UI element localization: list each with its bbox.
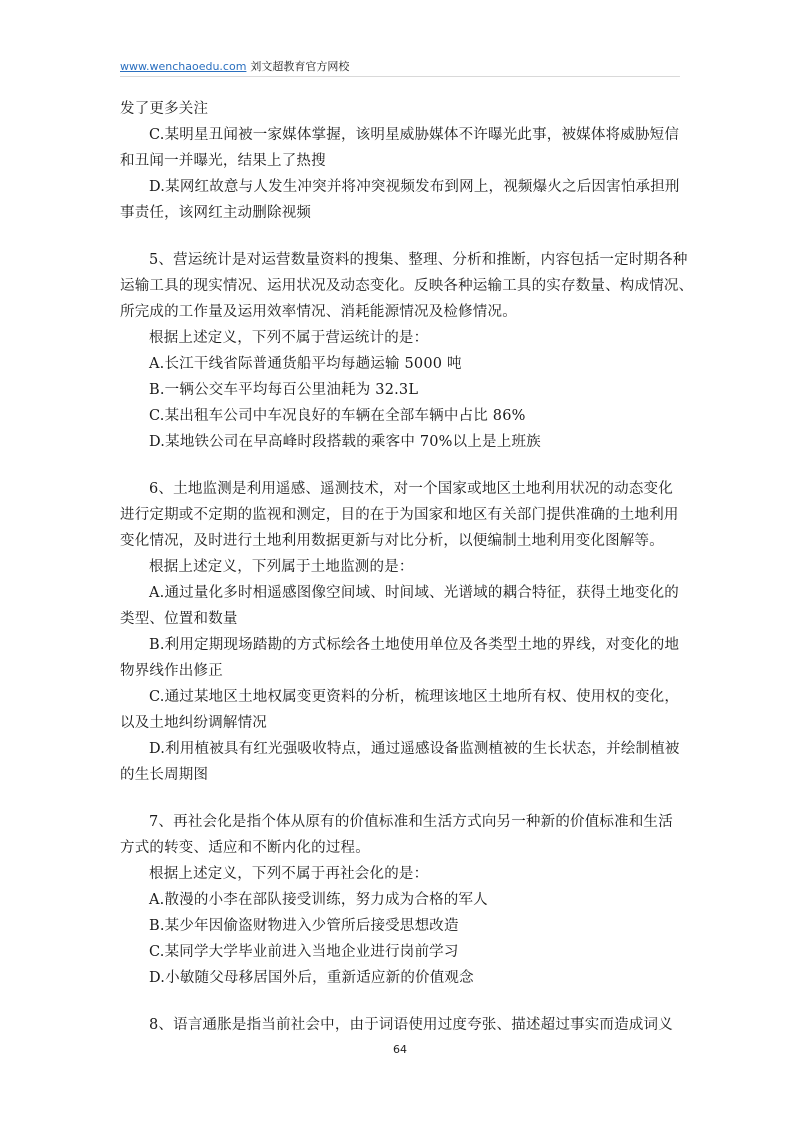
- question-block: [120, 1012, 682, 1038]
- paragraph-gap: [120, 226, 682, 247]
- question-block: [120, 96, 682, 226]
- text-line: 和丑闻一并曝光，结果上了热搜: [120, 153, 326, 169]
- text-line: 根据上述定义，下列属于土地监测的是：: [149, 559, 414, 575]
- text-line: C.某明星丑闻被一家媒体掌握，该明星威胁媒体不许曝光此事，被媒体将威胁短信: [149, 127, 680, 143]
- text-line: 5、营运统计是对运营数量资料的搜集、整理、分析和推断，内容包括一定时期各种: [149, 252, 688, 268]
- text-line: D.某地铁公司在早高峰时段搭载的乘客中 70%以上是上班族: [149, 434, 541, 450]
- text-line: 根据上述定义，下列不属于再社会化的是：: [149, 866, 429, 882]
- paragraph-gap: [120, 455, 682, 476]
- question-block: [120, 247, 694, 455]
- text-line: 方式的转变、适应和不断内化的过程。: [120, 840, 370, 856]
- text-line: 进行定期或不定期的监视和测定，目的在于为国家和地区有关部门提供准确的土地利用: [120, 507, 679, 523]
- text-line: B.利用定期现场踏勘的方式标绘各土地使用单位及各类型土地的界线，对变化的地: [149, 637, 680, 653]
- text-line: 变化情况，及时进行土地利用数据更新与对比分析，以便编制土地利用变化图解等。: [120, 533, 664, 549]
- text-line: 运输工具的现实情况、运用状况及动态变化。反映各种运输工具的实存数量、构成情况、: [120, 278, 694, 294]
- text-line: 以及土地纠纷调解情况: [120, 715, 267, 731]
- text-line: 8、语言通胀是指当前社会中，由于词语使用过度夸张、描述超过事实而造成词义: [149, 1017, 673, 1033]
- text-line: B.某少年因偷盗财物进入少管所后接受思想改造: [149, 918, 459, 934]
- text-line: D.利用植被具有红光强吸收特点，通过遥感设备监测植被的生长状态，并绘制植被: [149, 741, 680, 757]
- text-line: C.某出租车公司中车况良好的车辆在全部车辆中占比 86%: [149, 408, 526, 424]
- text-line: 6、土地监测是利用遥感、遥测技术，对一个国家或地区土地利用状况的动态变化: [149, 481, 673, 497]
- text-line: A.通过量化多时相遥感图像空间域、时间域、光谱域的耦合特征，获得土地变化的: [149, 585, 679, 601]
- header-divider: [120, 76, 680, 77]
- text-line: C.某同学大学毕业前进入当地企业进行岗前学习: [149, 944, 459, 960]
- text-line: 物界线作出修正: [120, 663, 223, 679]
- text-line: A.散漫的小李在部队接受训练，努力成为合格的军人: [149, 892, 488, 908]
- text-line: B.一辆公交车平均每百公里油耗为 32.3L: [149, 382, 419, 398]
- question-block: [120, 476, 682, 788]
- text-line: 类型、位置和数量: [120, 611, 238, 627]
- text-line: 的生长周期图: [120, 767, 209, 783]
- text-line: D.某网红故意与人发生冲突并将冲突视频发布到网上，视频爆火之后因害怕承担刑: [149, 179, 680, 195]
- page-number: 64: [393, 1043, 407, 1056]
- question-block: [120, 809, 682, 991]
- text-line: D.小敏随父母移居国外后，重新适应新的价值观念: [149, 970, 474, 986]
- document-body: [120, 96, 694, 1038]
- text-line: 7、再社会化是指个体从原有的价值标准和生活方式向另一种新的价值标准和生活: [149, 814, 673, 830]
- paragraph-gap: [120, 788, 682, 809]
- text-line: C.通过某地区土地权属变更资料的分析，梳理该地区土地所有权、使用权的变化，: [149, 689, 680, 705]
- text-line: A.长江干线省际普通货船平均每趟运输 5000 吨: [149, 356, 462, 372]
- page-header: [120, 58, 680, 76]
- paragraph-gap: [120, 991, 682, 1012]
- text-line: 事责任，该网红主动删除视频: [120, 205, 312, 221]
- header-school-name: 刘文超教育官方网校: [250, 60, 350, 73]
- text-line: 根据上述定义，下列不属于营运统计的是：: [149, 330, 429, 346]
- text-line: 发了更多关注: [120, 101, 209, 117]
- header-website-link[interactable]: www.wenchaoedu.com: [120, 60, 247, 73]
- text-line: 所完成的工作量及运用效率情况、消耗能源情况及检修情况。: [120, 304, 517, 320]
